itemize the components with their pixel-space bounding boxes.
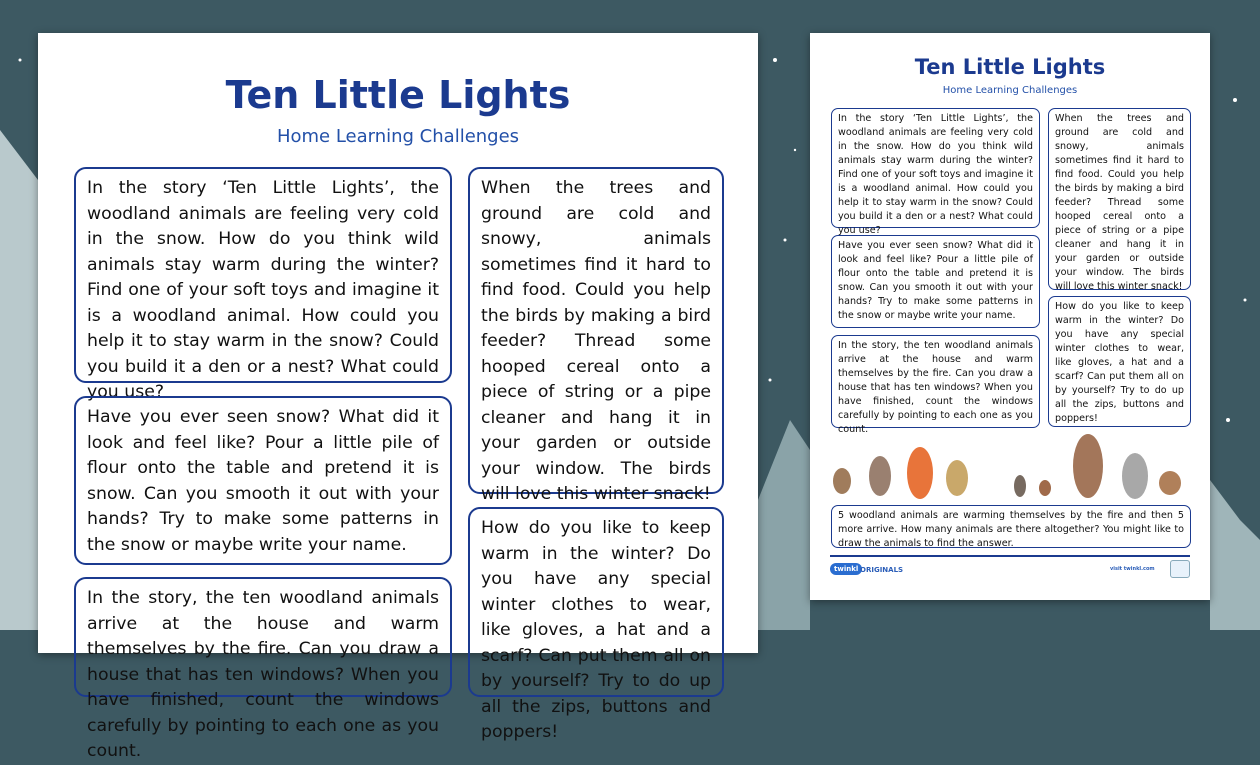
challenge-windows-small: In the story, the ten woodland animals arrive at the house and warm themselves by the fire. Can you draw a house that has ten windows? When you have finished, count the windows carefully by pointing to each one as you count. bbox=[831, 335, 1040, 428]
originals-label: ORIGINALS bbox=[860, 566, 904, 574]
footer-divider bbox=[830, 555, 1190, 557]
challenge-animals-warm: In the story ‘Ten Little Lights’, the woodland animals are feeling very cold in the snow. How do you think wild animals stay warm during the winter? Find one of your soft toys and imagine it is a woodland animal. How could you help it to stay warm in the snow? Could you build it a den or a nest? What could you use? bbox=[74, 167, 452, 383]
worksheet-zoomed bbox=[38, 33, 758, 761]
worksheet-subtitle: Home Learning Challenges bbox=[276, 126, 520, 147]
challenge-snow-small: Have you ever seen snow? What did it look and feel like? Pour a little pile of flour onto the table and pretend it is snow. Can you smooth it out with your hands? Try to make some patterns in the snow or maybe write your name. bbox=[831, 235, 1040, 328]
challenge-bird-feeder: When the trees and ground are cold and snowy, animals sometimes find it hard to find food. Could you help the birds by making a bird feeder? Thread some hooped cereal onto a piece of string or a pipe cleaner and hang it in your garden or outside your window. The birds will love this winter snack! bbox=[468, 167, 724, 494]
challenge-counting-small: 5 woodland animals are warming themselves by the fire and then 5 more arrive. How many animals are there altogether? You might like to draw the animals to find the answer. bbox=[831, 505, 1191, 548]
challenge-bird-feeder-small: When the trees and ground are cold and snowy, animals sometimes find it hard to find food. Could you help the birds by making a bird feeder? Thread some hooped cereal onto a piece of string or a pipe cleaner and hang it in your garden or outside your window. The birds will love this winter snack! bbox=[1048, 108, 1191, 290]
challenge-keep-warm-small: How do you like to keep warm in the winter? Do you have any special winter clothes to wear, like gloves, a hat and a scarf? Can put them all on by yourself? Try to do up all the zips, buttons and poppers! bbox=[1048, 296, 1191, 427]
woodland-animals-illustration bbox=[830, 431, 1190, 501]
worksheet-title: Ten Little Lights bbox=[225, 73, 571, 117]
twinkl-logo: twinkl bbox=[830, 563, 862, 575]
challenge-snow: Have you ever seen snow? What did it look and feel like? Pour a little pile of flour onto the table and pretend it is snow. Can you smooth it out with your hands? Try to make some patterns in the snow or maybe write your name. bbox=[74, 396, 452, 565]
worksheet-full bbox=[810, 33, 1210, 600]
challenge-animals-warm-small: In the story ‘Ten Little Lights’, the woodland animals are feeling very cold in the snow. How do you think wild animals stay warm during the winter? Find one of your soft toys and imagine it is a woodland animal. How could you help it to stay warm in the snow? Could you build it a den or a nest? What could you use? bbox=[831, 108, 1040, 228]
challenge-keep-warm: How do you like to keep warm in the winter? Do you have any special winter clothes to wear, like gloves, a hat and a scarf? Can put them all on by yourself? Try to do up all the zips, buttons and poppers! bbox=[468, 507, 724, 697]
worksheet-subtitle-small: Home Learning Challenges bbox=[942, 85, 1078, 96]
site-link[interactable]: visit twinkl.com bbox=[1110, 566, 1155, 572]
worksheet-title-small: Ten Little Lights bbox=[914, 55, 1106, 79]
challenge-windows: In the story, the ten woodland animals arrive at the house and warm themselves by the fire. Can you draw a house that has ten windows? When you have finished, count the windows carefully by pointing to each one as you count. bbox=[74, 577, 452, 697]
quality-badge-icon bbox=[1170, 560, 1190, 578]
